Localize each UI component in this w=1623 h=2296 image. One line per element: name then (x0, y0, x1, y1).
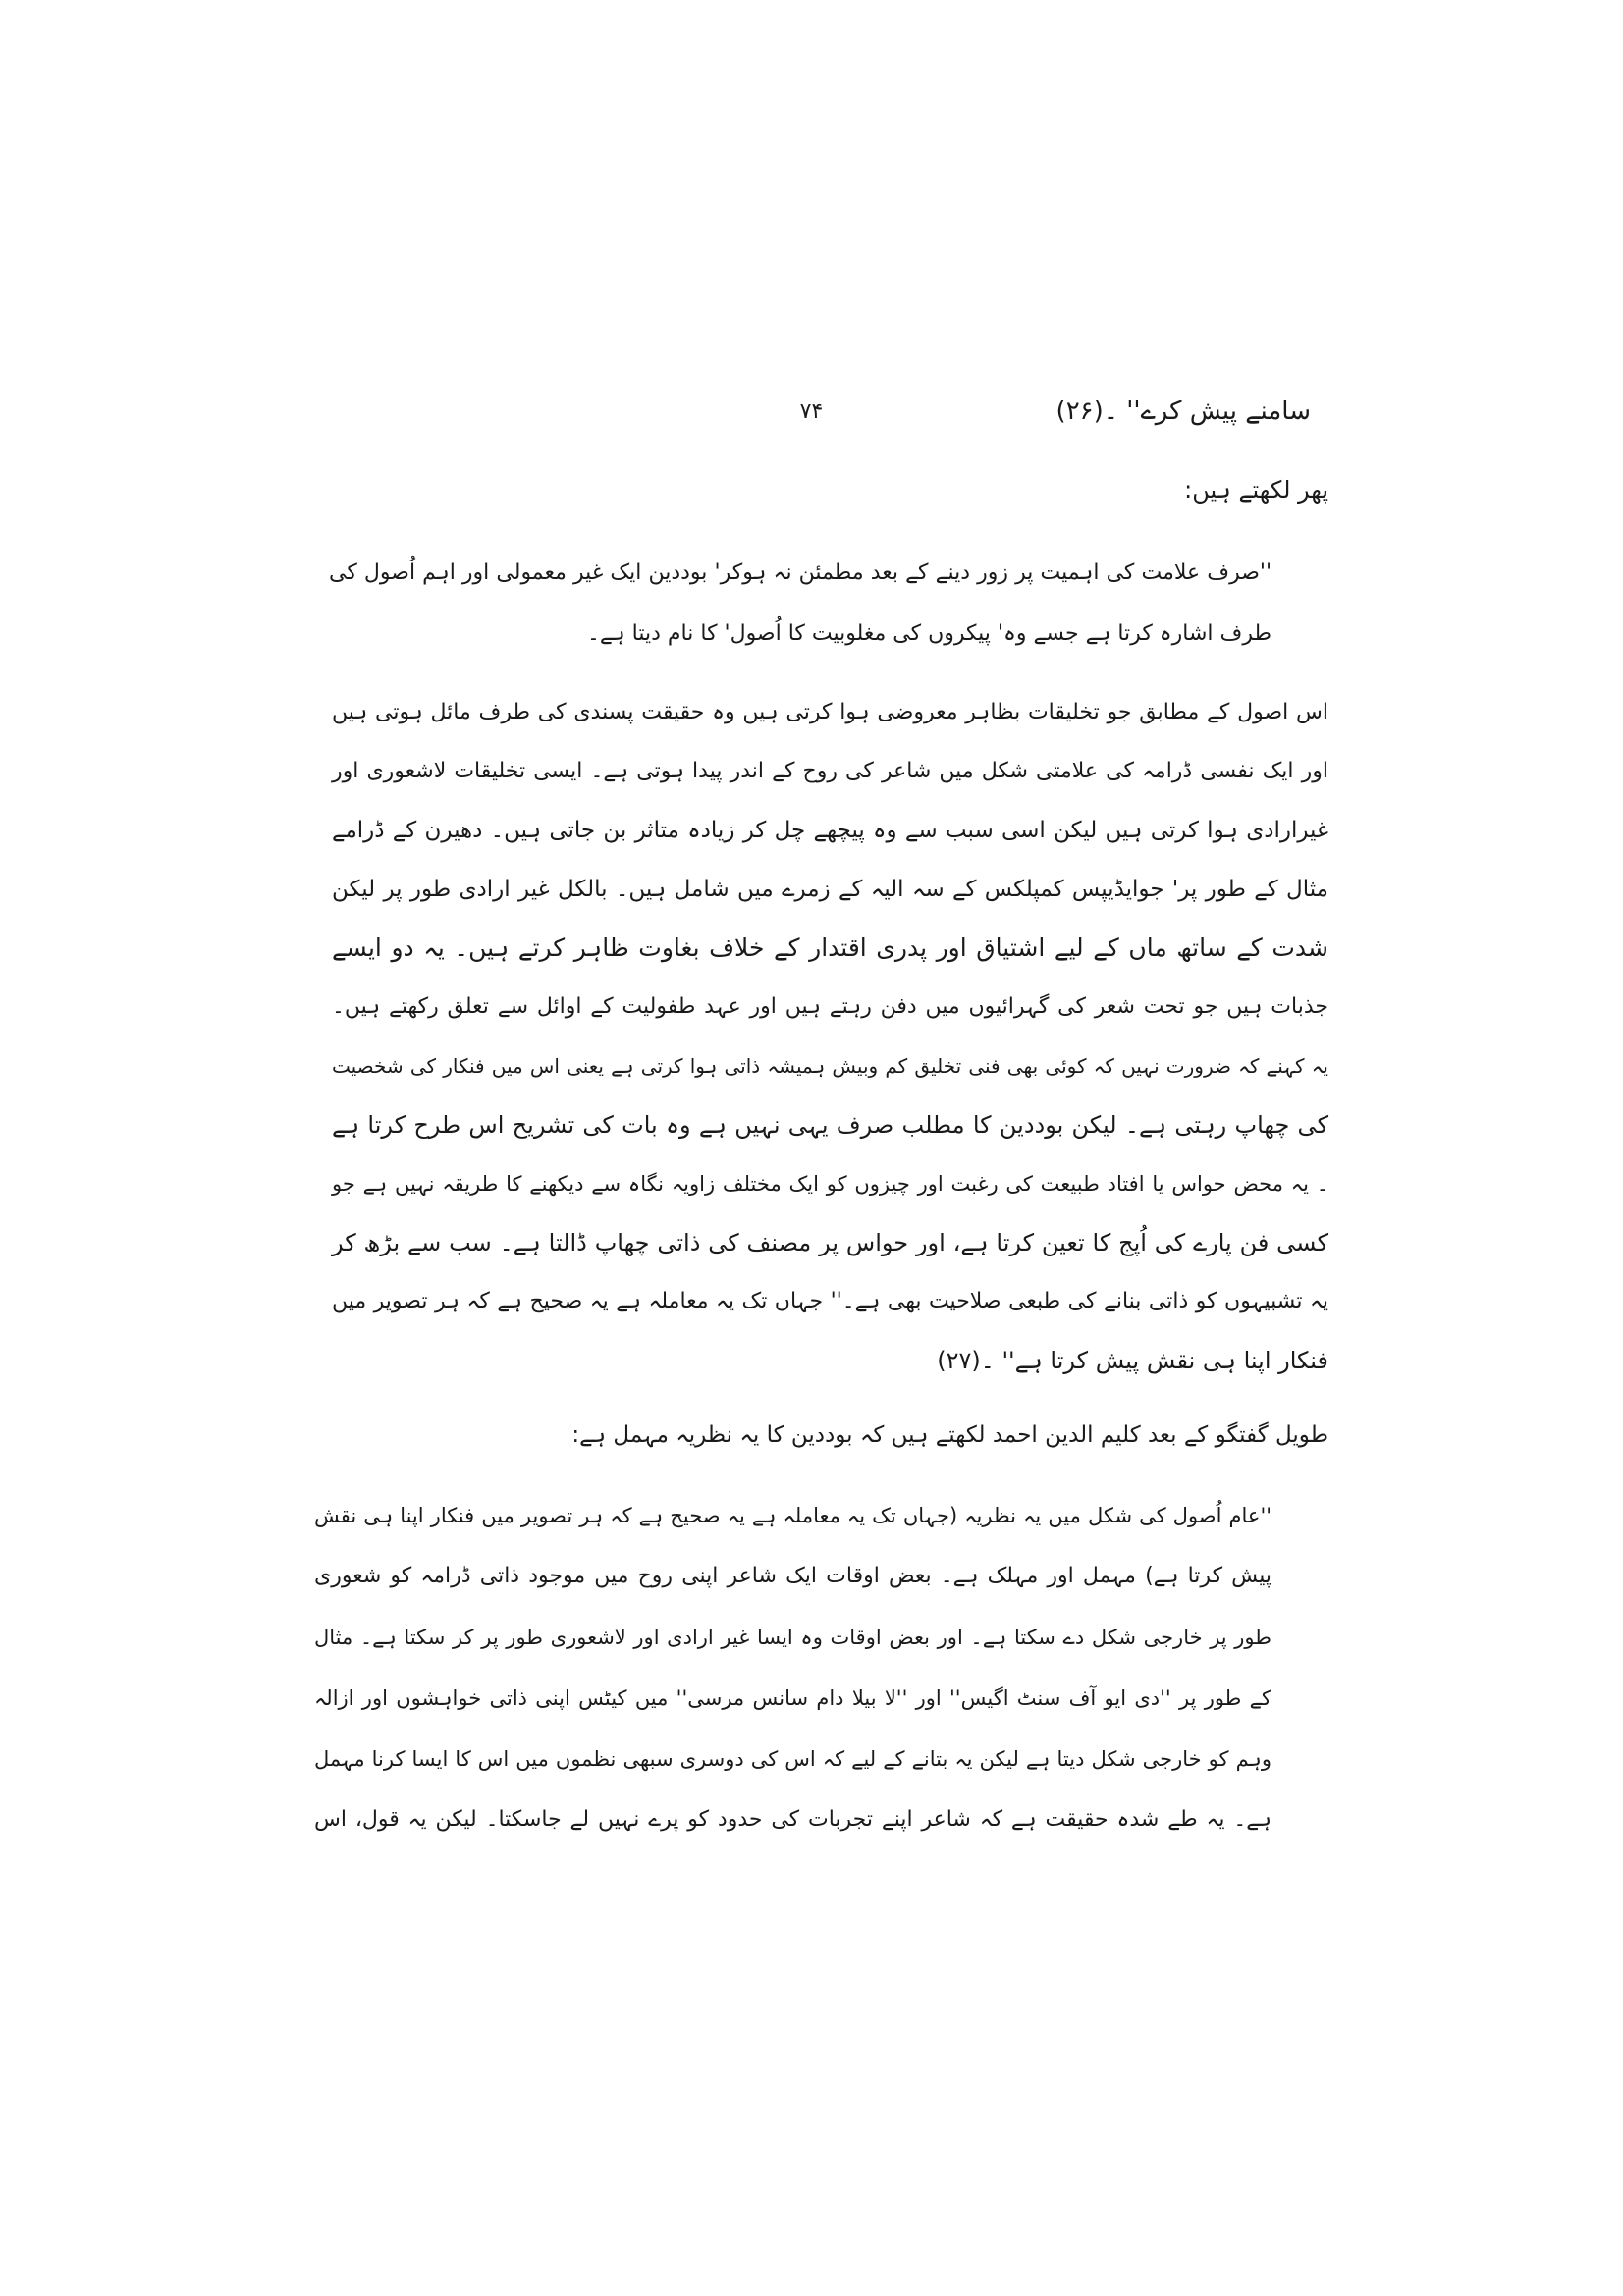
text-line: جذبات ہیں جو تحت شعر کی گہرائیوں میں دفن رہتے ہیں اور عہد طفولیت کے اوائل سے تعلق رکھتے ہیں۔ (332, 994, 1328, 1019)
text-line: یہ تشبیہوں کو ذاتی بنانے کی طبعی صلاحیت بھی ہے۔'' جہاں تک یہ معاملہ ہے یہ صحیح ہے کہ ہر تصویر میں (332, 1289, 1328, 1313)
text-line: کے طور پر ''دی ایو آف سنٹ اگیس'' اور ''لا بیلا دام سانس مرسی'' میں کیٹس اپنی ذاتی خواہشوں اور ازالہ (314, 1686, 1271, 1710)
text-line: مثال کے طور پر' جوایڈیپس کمپلکس کے سہ الیہ کے زمرے میں شامل ہیں۔ بالکل غیر ارادی طور پر لیکن (332, 877, 1328, 902)
text-line: کی چھاپ رہتی ہے۔ لیکن بوددین کا مطلب صرف یہی نہیں ہے وہ بات کی تشریح اس طرح کرتا ہے (332, 1111, 1328, 1139)
text-line: پھر لکھتے ہیں: (1184, 476, 1328, 504)
text-line: ۔ یہ محض حواس یا افتاد طبیعت کی رغبت اور چیزوں کو ایک مختلف زاویہ نگاہ سے دیکھنے کا طریقہ نہیں ہے جو (332, 1172, 1328, 1196)
text-line: فنکار اپنا ہی نقش پیش کرتا ہے'' ۔(۲۷) (937, 1347, 1328, 1374)
text-line: ہے۔ یہ طے شدہ حقیقت ہے کہ شاعر اپنے تجربات کی حدود کو پرے نہیں لے جاسکتا۔ لیکن یہ قول، اس (314, 1807, 1271, 1832)
text-line: ''صرف علامت کی اہمیت پر زور دینے کے بعد مطمئن نہ ہوکر' بوددین ایک غیر معمولی اور اہم اُصول کی (329, 561, 1271, 585)
text-line: کسی فن پارے کی اُپج کا تعین کرتا ہے، اور حواس پر مصنف کی ذاتی چھاپ ڈالتا ہے۔ سب سے بڑھ کر (332, 1229, 1328, 1256)
text-line: وہم کو خارجی شکل دیتا ہے لیکن یہ بتانے کے لیے کہ اس کی دوسری سبھی نظموں میں اس کا ایسا کرنا مہمل (314, 1747, 1271, 1771)
text-line: شدت کے ساتھ ماں کے لیے اشتیاق اور پدری اقتدار کے خلاف بغاوت ظاہر کرتے ہیں۔ یہ دو ایسے (332, 934, 1328, 962)
text-line: یہ کہنے کہ ضرورت نہیں کہ کوئی بھی فنی تخلیق کم وبیش ہمیشہ ذاتی ہوا کرتی ہے یعنی اس میں فنکار کی شخصیت (332, 1054, 1328, 1078)
text-line: غیرارادی ہوا کرتی ہیں لیکن اسی سبب سے وہ پیچھے چل کر زیادہ متاثر بن جاتی ہیں۔ دھیرن کے ڈرامے (332, 818, 1328, 843)
text-line: طویل گفتگو کے بعد کلیم الدین احمد لکھتے ہیں کہ بوددین کا یہ نظریہ مہمل ہے: (571, 1422, 1328, 1448)
text-line: پیش کرتا ہے) مہمل اور مہلک ہے۔ بعض اوقات ایک شاعر اپنی روح میں موجود ذاتی ڈرامہ کو شعوری (314, 1564, 1271, 1588)
text-line: ''عام اُصول کی شکل میں یہ نظریہ (جہاں تک یہ معاملہ ہے یہ صحیح ہے کہ ہر تصویر میں فنکار اپنا ہی نقش (314, 1504, 1271, 1527)
page-number: ۷۴ (799, 400, 824, 424)
text-line: سامنے پیش کرے'' ۔(۲۶) (1055, 397, 1311, 426)
text-line: اور ایک نفسی ڈرامہ کی علامتی شکل میں شاعر کی روح کے اندر پیدا ہوتی ہے۔ ایسی تخلیقات لاشعوری اور (332, 759, 1328, 783)
text-line: اس اصول کے مطابق جو تخلیقات بظاہر معروضی ہوا کرتی ہیں وہ حقیقت پسندی کی طرف مائل ہوتی ہیں (332, 700, 1328, 724)
text-line: طرف اشارہ کرتا ہے جسے وہ' پیکروں کی مغلوبیت کا اُصول' کا نام دیتا ہے۔ (587, 621, 1271, 646)
text-line: طور پر خارجی شکل دے سکتا ہے۔ اور بعض اوقات وہ ایسا غیر ارادی اور لاشعوری طور پر کر سکتا ہے۔ مثال (314, 1626, 1271, 1649)
